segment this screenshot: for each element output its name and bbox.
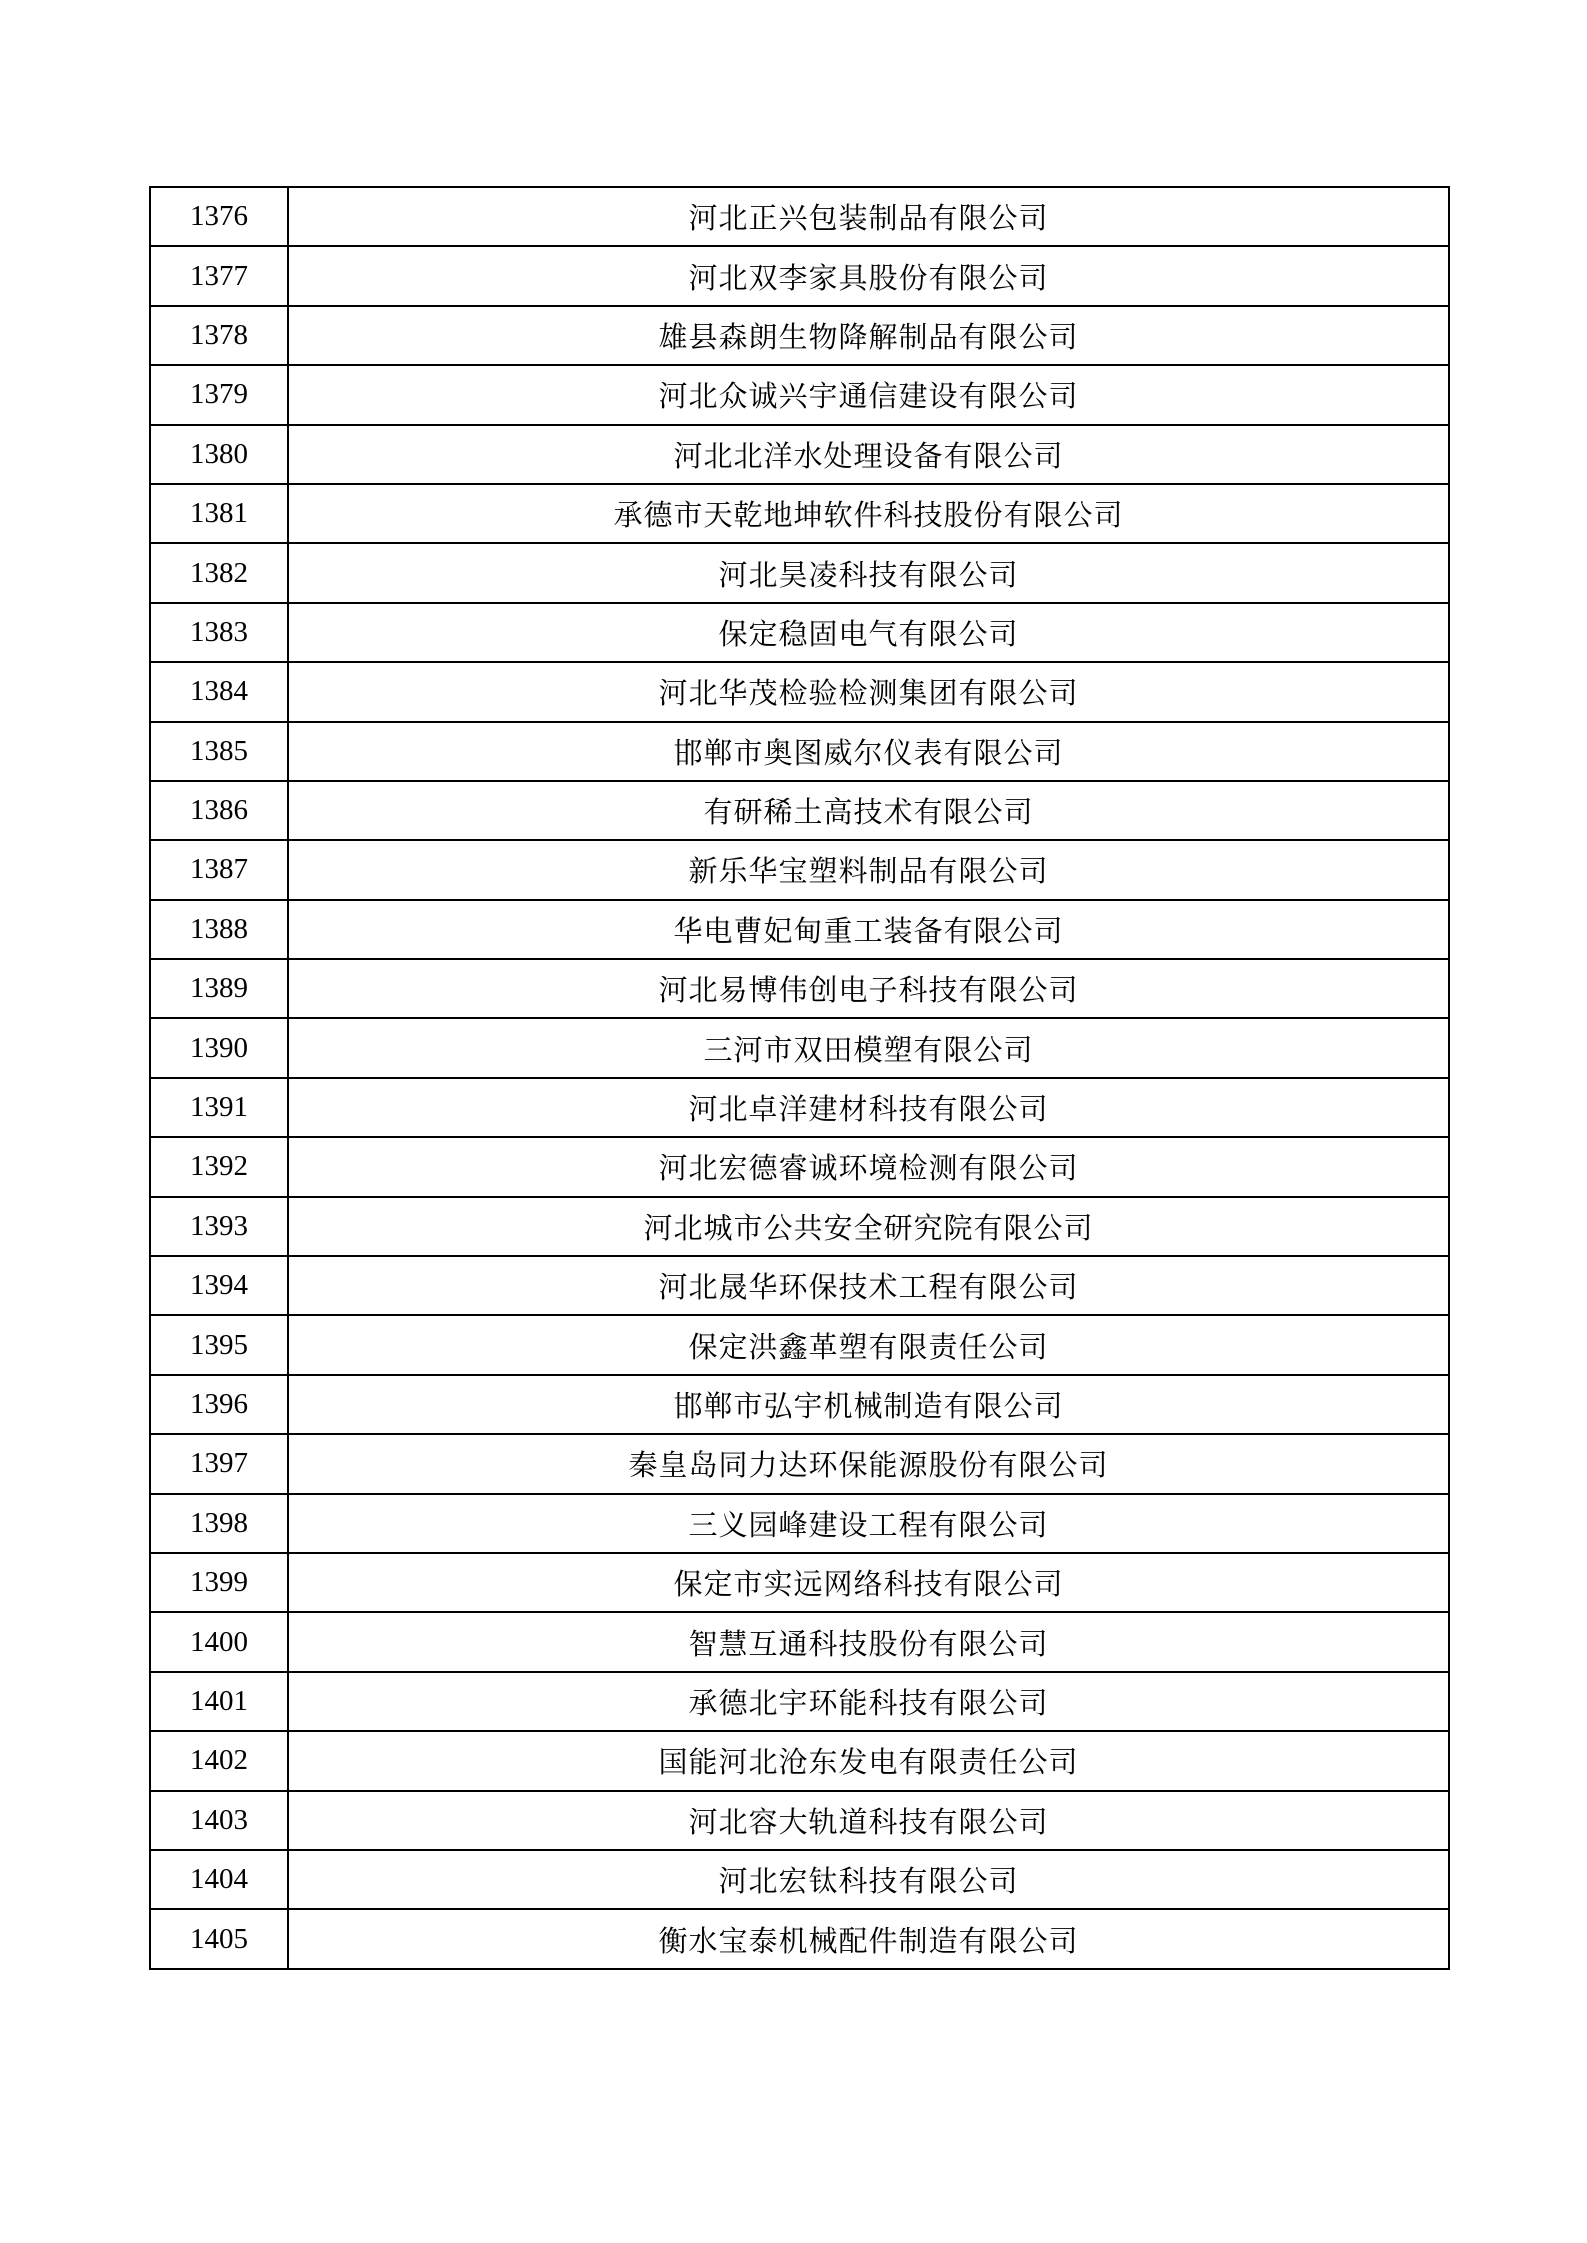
company-name: 河北容大轨道科技有限公司 [288,1791,1449,1850]
company-name: 有研稀土高技术有限公司 [288,781,1449,840]
row-number: 1398 [150,1494,288,1553]
row-number: 1396 [150,1375,288,1434]
table-row [150,722,1449,781]
company-name: 河北众诚兴宇通信建设有限公司 [288,365,1449,424]
table-row [150,1315,1449,1374]
company-name: 智慧互通科技股份有限公司 [288,1612,1449,1671]
company-name: 河北卓洋建材科技有限公司 [288,1078,1449,1137]
row-number: 1380 [150,425,288,484]
row-number: 1391 [150,1078,288,1137]
table-row [150,900,1449,959]
table-row [150,1612,1449,1671]
company-name: 保定市实远网络科技有限公司 [288,1553,1449,1612]
row-number: 1403 [150,1791,288,1850]
row-number: 1382 [150,543,288,602]
table-row [150,306,1449,365]
table-row [150,543,1449,602]
company-name: 河北城市公共安全研究院有限公司 [288,1197,1449,1256]
row-number: 1384 [150,662,288,721]
company-name: 秦皇岛同力达环保能源股份有限公司 [288,1434,1449,1493]
row-number: 1389 [150,959,288,1018]
table-row [150,1137,1449,1196]
row-number: 1385 [150,722,288,781]
table-row [150,1731,1449,1790]
table-row [150,781,1449,840]
row-number: 1387 [150,840,288,899]
row-number: 1388 [150,900,288,959]
row-number: 1395 [150,1315,288,1374]
company-name: 河北正兴包装制品有限公司 [288,187,1449,246]
company-name: 保定稳固电气有限公司 [288,603,1449,662]
company-list-table [149,186,1450,1970]
company-name: 邯郸市奥图威尔仪表有限公司 [288,722,1449,781]
row-number: 1390 [150,1018,288,1077]
table-row [150,1553,1449,1612]
row-number: 1401 [150,1672,288,1731]
row-number: 1402 [150,1731,288,1790]
table-row [150,1018,1449,1077]
row-number: 1378 [150,306,288,365]
company-name: 承德市天乾地坤软件科技股份有限公司 [288,484,1449,543]
row-number: 1392 [150,1137,288,1196]
table-row [150,1850,1449,1909]
table-row [150,1909,1449,1968]
company-name: 保定洪鑫革塑有限责任公司 [288,1315,1449,1374]
row-number: 1400 [150,1612,288,1671]
table-row [150,1494,1449,1553]
row-number: 1381 [150,484,288,543]
row-number: 1393 [150,1197,288,1256]
row-number: 1376 [150,187,288,246]
table-row [150,425,1449,484]
table-row [150,1078,1449,1137]
company-name: 河北昊凌科技有限公司 [288,543,1449,602]
table-row [150,1197,1449,1256]
company-name: 河北易博伟创电子科技有限公司 [288,959,1449,1018]
row-number: 1394 [150,1256,288,1315]
table-row [150,1256,1449,1315]
company-name: 邯郸市弘宇机械制造有限公司 [288,1375,1449,1434]
row-number: 1404 [150,1850,288,1909]
table-row [150,187,1449,246]
row-number: 1383 [150,603,288,662]
table-row [150,1434,1449,1493]
table-row [150,1791,1449,1850]
company-name: 河北北洋水处理设备有限公司 [288,425,1449,484]
row-number: 1405 [150,1909,288,1968]
row-number: 1379 [150,365,288,424]
company-name: 河北宏德睿诚环境检测有限公司 [288,1137,1449,1196]
table-row [150,246,1449,305]
table-row [150,662,1449,721]
row-number: 1399 [150,1553,288,1612]
table-row [150,1375,1449,1434]
company-name: 河北华茂检验检测集团有限公司 [288,662,1449,721]
company-name: 河北晟华环保技术工程有限公司 [288,1256,1449,1315]
company-name: 河北双李家具股份有限公司 [288,246,1449,305]
company-name: 国能河北沧东发电有限责任公司 [288,1731,1449,1790]
row-number: 1386 [150,781,288,840]
company-name: 三河市双田模塑有限公司 [288,1018,1449,1077]
row-number: 1377 [150,246,288,305]
table-row [150,484,1449,543]
company-name: 华电曹妃甸重工装备有限公司 [288,900,1449,959]
company-name: 雄县森朗生物降解制品有限公司 [288,306,1449,365]
company-name: 三义园峰建设工程有限公司 [288,1494,1449,1553]
table-row [150,959,1449,1018]
table-row [150,365,1449,424]
company-name: 河北宏钛科技有限公司 [288,1850,1449,1909]
table-row [150,840,1449,899]
table-body [150,187,1449,1969]
company-name: 承德北宇环能科技有限公司 [288,1672,1449,1731]
row-number: 1397 [150,1434,288,1493]
table-row [150,1672,1449,1731]
company-name: 衡水宝泰机械配件制造有限公司 [288,1909,1449,1968]
table-row [150,603,1449,662]
company-name: 新乐华宝塑料制品有限公司 [288,840,1449,899]
